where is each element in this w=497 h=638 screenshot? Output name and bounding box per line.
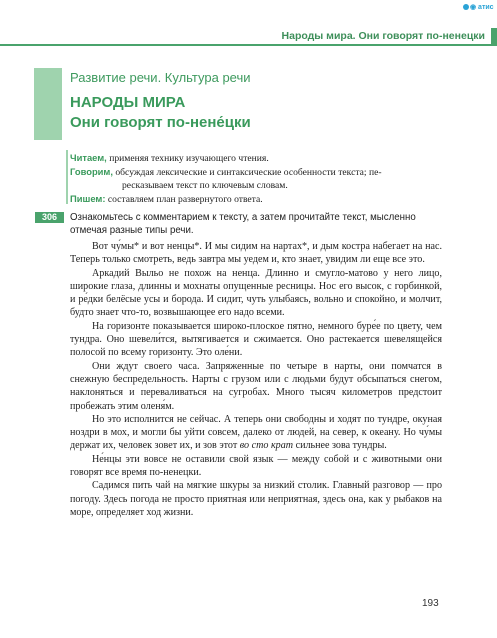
text-paragraph: На горизонте показывается широко-плоское пятно, немного буре́е по цвету, чем тундра. Оно шевели́тся, вытягивается и сжимается. Оно растекается шевелящейся полосой по всему горизонту. Это оле́ни. — [70, 320, 442, 359]
header-title: Народы мира. Они говорят по-ненецки — [281, 30, 485, 42]
goal-item — [70, 151, 450, 165]
lesson-goals — [70, 151, 450, 206]
goal-text: ресказываем текст по ключевым словам. — [122, 180, 288, 191]
goal-label: Говорим, — [70, 166, 113, 177]
page-number: 193 — [422, 598, 439, 609]
goal-label: Пишем: — [70, 193, 106, 204]
publisher-logo — [463, 3, 494, 11]
goal-text: применяя технику изучающего чтения. — [106, 153, 269, 164]
text-paragraph — [70, 413, 442, 453]
paragraph-text: сильнее зова тундры. — [293, 440, 387, 452]
italic-phrase: во сто крат — [239, 440, 294, 452]
section-label: Развитие речи. Культура речи — [70, 70, 251, 85]
lesson-title: НАРОДЫ МИРА — [70, 94, 186, 111]
goal-text: составляем план развернутого ответа. — [105, 194, 263, 205]
goal-item-continuation — [70, 179, 450, 192]
goal-item — [70, 192, 450, 206]
lesson-subtitle: Они говорят по-нене́цки — [70, 114, 251, 131]
running-header — [0, 28, 497, 46]
text-paragraph: Не́нцы эти вовсе не оставили свой язык — между собой и с животными они говорят все время по-ненецки. — [70, 453, 442, 479]
exercise-instruction: Ознакомьтесь с комментарием к тексту, а затем прочитайте текст, мысленно отмечая разные типы речи. — [70, 212, 416, 236]
text-paragraph: Они ждут своего часа. Запряженные по четыре в нарты, они помчатся в снежную беспредельность. Нарты с грузом или с людьми будут обсыпаться снегом, наклоняться и переваливаться на сугробах. Много тысяч километров предстоит пробежать этим оленя́м. — [70, 360, 442, 412]
section-color-block — [34, 68, 62, 140]
text-paragraph: Садимся пить чай на мягкие шкуры за низкий столик. Главный разговор — про погоду. Здесь погода не просто приятная или неприятная, здесь она, как у рыбаков на море, определяет ход жизни. — [70, 480, 442, 518]
header-corner-mark — [491, 28, 497, 46]
logo-text: ◉ атис — [470, 4, 494, 11]
paragraph-text: Но это исполнится не сейчас. А теперь они свободны и ходят по тундре, окуная ноздри в мох, и могли бы уйти совсем, далеко от людей, на север, к океану. Но чу́мы держат их, человек зовет их, и зов этот — [70, 413, 442, 452]
goal-label: Читаем, — [70, 152, 107, 163]
goal-item — [70, 165, 450, 179]
goal-text: обсуждая лексические и синтаксические особенности текста; пе- — [112, 167, 382, 178]
text-paragraph: Вот чу́мы* и вот ненцы*. И мы сидим на нартах*, и дым костра набегает на нас. Теперь только смотреть, ведь завтра мы уедем и, кто знает, увидим ли еще все это. — [70, 241, 442, 266]
exercise-number: 306 — [35, 212, 64, 223]
logo-icon — [463, 4, 469, 10]
goals-accent-bar — [66, 150, 68, 204]
text-paragraph: Аркадий Выльо не похож на ненца. Длинно и смугло-матово у него лицо, широкие глаза, длинны и мохнаты опущенные ресницы. Нос его высок, с горбинкой, и ре́дки белёсые усы и борода. И сидит, чуть улыбаясь, вольно и спокойно, и молчит, будто знает что-то, возвышающее его надо всеми. — [70, 267, 442, 319]
reading-text — [70, 240, 442, 519]
